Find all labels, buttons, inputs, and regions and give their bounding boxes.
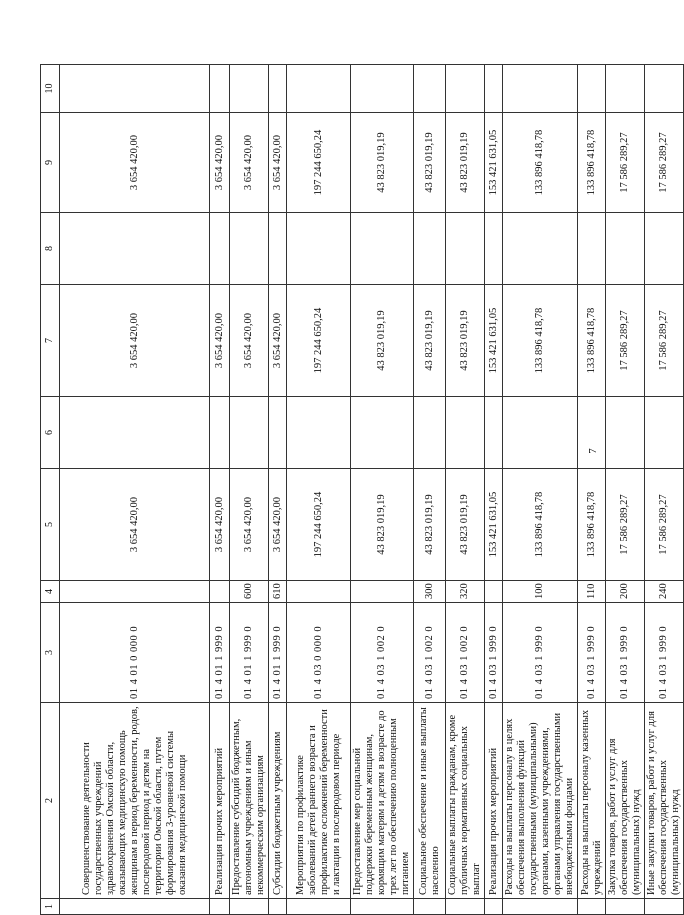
cell-code: 01 4 03 1 002 0 [414, 603, 446, 703]
cell-name: Расходы на выплаты персоналу казенных учреждений [578, 703, 606, 899]
cell-vr [287, 581, 351, 603]
cell-c6 [446, 397, 485, 469]
cell-c8 [230, 213, 269, 285]
cell-c8 [503, 213, 578, 285]
cell-code: 01 4 03 1 999 0 [606, 603, 645, 703]
cell-c5: 17 586 289,27 [645, 469, 684, 581]
cell-c7: 133 896 418,78 [578, 285, 606, 397]
cell-code: 01 4 03 1 999 0 [503, 603, 578, 703]
cell-c10 [60, 65, 210, 113]
cell-name: Мероприятия по профилактике заболеваний детей раннего возраста и профилактике осложнений беременности и лактации в послеродовом периоде [287, 703, 351, 899]
table-row [503, 65, 578, 915]
cell-vr: 600 [230, 581, 269, 603]
cell-code: 01 4 01 1 999 0 [230, 603, 269, 703]
cell-c9: 43 823 019,19 [414, 113, 446, 213]
cell-vr: 300 [414, 581, 446, 603]
row-index-cell [351, 899, 414, 915]
cell-vr: 100 [503, 581, 578, 603]
cell-vr: 110 [578, 581, 606, 603]
row-index-cell [503, 899, 578, 915]
cell-c5: 3 654 420,00 [230, 469, 269, 581]
table-row [269, 65, 287, 915]
cell-c7: 3 654 420,00 [269, 285, 287, 397]
cell-c9: 43 823 019,19 [351, 113, 414, 213]
cell-c9: 17 586 289,27 [606, 113, 645, 213]
cell-c10 [414, 65, 446, 113]
cell-name: Предоставление субсидий бюджетным, автономным учреждениям и иным некоммерческим организациям [230, 703, 269, 899]
cell-c8 [60, 213, 210, 285]
header-row [41, 65, 60, 915]
cell-c5: 3 654 420,00 [60, 469, 210, 581]
cell-c10 [269, 65, 287, 113]
cell-c10 [578, 65, 606, 113]
header-cell: 6 [41, 397, 60, 469]
row-index-cell [287, 899, 351, 915]
cell-name: Социальные выплаты гражданам, кроме публичных нормативных социальных выплат [446, 703, 485, 899]
cell-code: 01 4 03 1 999 0 [485, 603, 503, 703]
cell-c6 [503, 397, 578, 469]
cell-c5: 43 823 019,19 [414, 469, 446, 581]
header-cell: 7 [41, 285, 60, 397]
cell-c9: 3 654 420,00 [230, 113, 269, 213]
cell-c10 [351, 65, 414, 113]
cell-c7: 3 654 420,00 [210, 285, 230, 397]
cell-code: 01 4 03 1 999 0 [645, 603, 684, 703]
header-cell: 5 [41, 469, 60, 581]
cell-c9: 133 896 418,78 [578, 113, 606, 213]
cell-code: 01 4 03 1 999 0 [578, 603, 606, 703]
cell-code: 01 4 01 1 999 0 [210, 603, 230, 703]
cell-name: Предоставление мер социальной поддержки беременным женщинам, кормящим матерям и детям в возрасте до трех лет по обеспечению полноценным питанием [351, 703, 414, 899]
cell-vr [210, 581, 230, 603]
cell-c10 [287, 65, 351, 113]
budget-table [40, 64, 684, 915]
cell-c10 [485, 65, 503, 113]
cell-name: Социальное обеспечение и иные выплаты населению [414, 703, 446, 899]
table-row [351, 65, 414, 915]
row-index-cell [645, 899, 684, 915]
row-index-cell [578, 899, 606, 915]
cell-c10 [230, 65, 269, 113]
cell-vr: 240 [645, 581, 684, 603]
cell-vr [351, 581, 414, 603]
header-cell: 1 [41, 899, 60, 915]
cell-name: Иные закупки товаров, работ и услуг для обеспечения государственных (муниципальных) нужд [645, 703, 684, 899]
cell-c6 [60, 397, 210, 469]
cell-c10 [446, 65, 485, 113]
table-row [645, 65, 684, 915]
cell-c5: 197 244 650,24 [287, 469, 351, 581]
cell-code: 01 4 03 1 002 0 [351, 603, 414, 703]
cell-vr [485, 581, 503, 603]
cell-c8 [578, 213, 606, 285]
cell-c9: 3 654 420,00 [210, 113, 230, 213]
table-row [446, 65, 485, 915]
cell-c9: 3 654 420,00 [60, 113, 210, 213]
cell-c9: 133 896 418,78 [503, 113, 578, 213]
table-row [578, 65, 606, 915]
cell-code: 01 4 01 1 999 0 [269, 603, 287, 703]
cell-c8 [606, 213, 645, 285]
cell-c9: 3 654 420,00 [269, 113, 287, 213]
cell-code: 01 4 03 0 000 0 [287, 603, 351, 703]
table-row [606, 65, 645, 915]
row-index-cell [414, 899, 446, 915]
table-row [414, 65, 446, 915]
cell-vr: 320 [446, 581, 485, 603]
row-index-cell [210, 899, 230, 915]
table-row [485, 65, 503, 915]
cell-c8 [210, 213, 230, 285]
cell-c6 [578, 397, 606, 469]
cell-c10 [606, 65, 645, 113]
cell-c5: 43 823 019,19 [446, 469, 485, 581]
cell-c8 [414, 213, 446, 285]
cell-c8 [351, 213, 414, 285]
cell-code: 01 4 01 0 000 0 [60, 603, 210, 703]
header-cell: 3 [41, 603, 60, 703]
cell-c5: 17 586 289,27 [606, 469, 645, 581]
page-number: 7 [586, 448, 599, 454]
cell-c7: 43 823 019,19 [446, 285, 485, 397]
cell-c7: 3 654 420,00 [230, 285, 269, 397]
cell-c6 [269, 397, 287, 469]
cell-c8 [287, 213, 351, 285]
cell-c9: 197 244 650,24 [287, 113, 351, 213]
cell-c8 [269, 213, 287, 285]
cell-vr: 200 [606, 581, 645, 603]
cell-vr: 610 [269, 581, 287, 603]
cell-c8 [645, 213, 684, 285]
cell-c5: 3 654 420,00 [269, 469, 287, 581]
header-cell: 9 [41, 113, 60, 213]
cell-vr [60, 581, 210, 603]
table-row [230, 65, 269, 915]
header-cell: 10 [41, 65, 60, 113]
row-index-cell [485, 899, 503, 915]
cell-code: 01 4 03 1 002 0 [446, 603, 485, 703]
table-row [60, 65, 210, 915]
cell-name: Реализация прочих мероприятий [485, 703, 503, 899]
cell-c7: 153 421 631,05 [485, 285, 503, 397]
cell-c7: 133 896 418,78 [503, 285, 578, 397]
cell-c7: 17 586 289,27 [606, 285, 645, 397]
header-cell: 8 [41, 213, 60, 285]
cell-c10 [645, 65, 684, 113]
row-index-cell [60, 899, 210, 915]
cell-c6 [485, 397, 503, 469]
rotated-budget-table [40, 65, 681, 915]
cell-c6 [230, 397, 269, 469]
cell-c8 [446, 213, 485, 285]
cell-name: Совершенствование деятельности государственных учреждений здравоохранения Омской области, оказывающих медицинскую помощь женщинам в период беременности, родов, послеродовой период и детям на территории Омской области, путем формирования 3-уровневой системы оказания медицинской помощи [60, 703, 210, 899]
row-index-cell [269, 899, 287, 915]
cell-c5: 3 654 420,00 [210, 469, 230, 581]
table-row [210, 65, 230, 915]
cell-c7: 17 586 289,27 [645, 285, 684, 397]
table-row [287, 65, 351, 915]
row-index-cell [606, 899, 645, 915]
cell-c5: 153 421 631,05 [485, 469, 503, 581]
cell-c5: 133 896 418,78 [503, 469, 578, 581]
row-index-cell [446, 899, 485, 915]
cell-c8 [485, 213, 503, 285]
header-cell: 2 [41, 703, 60, 899]
cell-c10 [503, 65, 578, 113]
cell-c9: 153 421 631,05 [485, 113, 503, 213]
cell-name: Закупка товаров, работ и услуг для обеспечения государственных (муниципальных) нужд [606, 703, 645, 899]
cell-c6 [210, 397, 230, 469]
cell-c6 [287, 397, 351, 469]
row-index-cell [230, 899, 269, 915]
cell-c7: 43 823 019,19 [351, 285, 414, 397]
cell-c6 [351, 397, 414, 469]
header-cell: 4 [41, 581, 60, 603]
cell-c7: 197 244 650,24 [287, 285, 351, 397]
cell-c10 [210, 65, 230, 113]
cell-c9: 43 823 019,19 [446, 113, 485, 213]
cell-name: Расходы на выплаты персоналу в целях обеспечения выполнения функций государственными (муниципальными) органами, казенными учреждениями, органами управления государственными внебюджетными фондами [503, 703, 578, 899]
cell-c7: 43 823 019,19 [414, 285, 446, 397]
cell-c5: 43 823 019,19 [351, 469, 414, 581]
cell-c5: 133 896 418,78 [578, 469, 606, 581]
cell-c9: 17 586 289,27 [645, 113, 684, 213]
cell-name: Субсидии бюджетным учреждениям [269, 703, 287, 899]
cell-c6 [414, 397, 446, 469]
cell-c6 [606, 397, 645, 469]
cell-c7: 3 654 420,00 [60, 285, 210, 397]
cell-c6 [645, 397, 684, 469]
cell-name: Реализация прочих мероприятий [210, 703, 230, 899]
